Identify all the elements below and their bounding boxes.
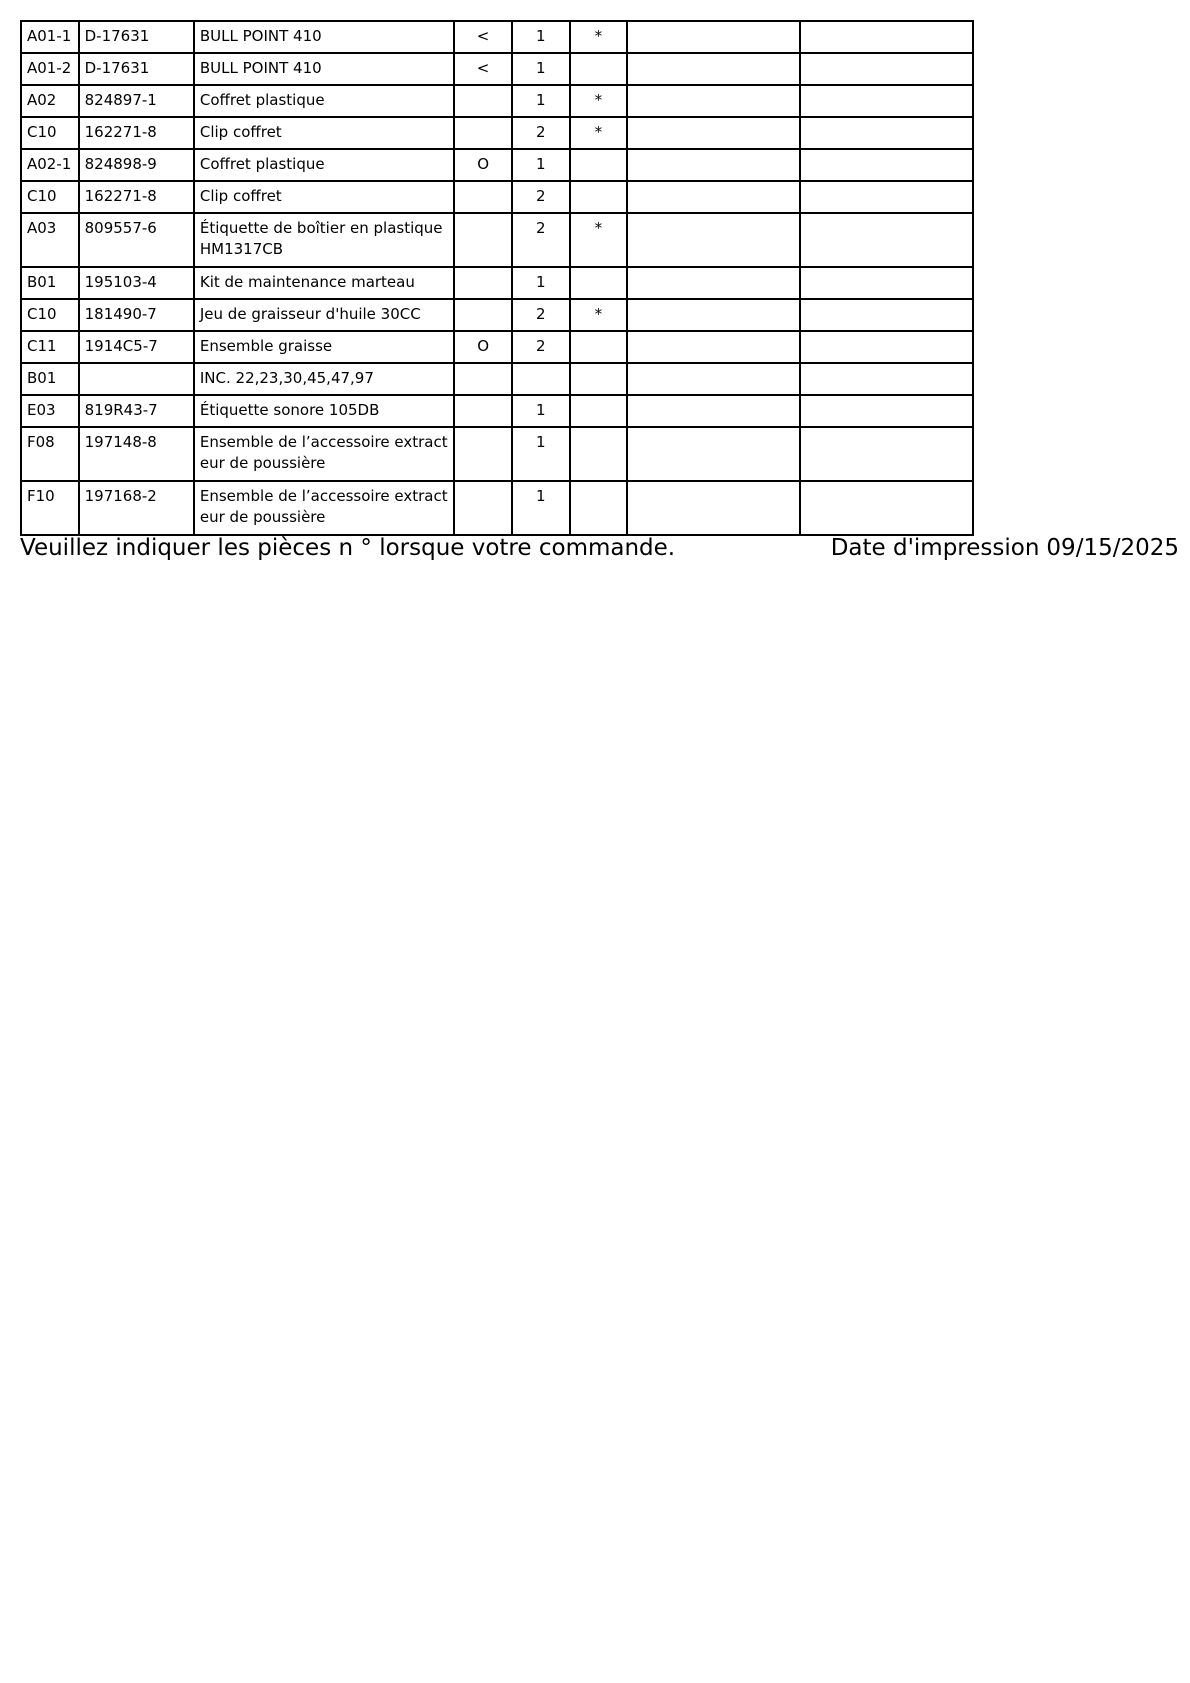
blank-cell — [800, 53, 973, 85]
ref-cell: E03 — [21, 395, 79, 427]
blank-cell — [800, 117, 973, 149]
blank-cell — [800, 299, 973, 331]
star-cell: * — [570, 85, 628, 117]
description-cell: BULL POINT 410 — [194, 53, 454, 85]
blank-cell — [627, 149, 800, 181]
part-number-cell: 809557-6 — [79, 213, 194, 267]
blank-cell — [800, 213, 973, 267]
blank-cell — [800, 481, 973, 535]
mark-cell: < — [454, 53, 512, 85]
print-date-label: Date d'impression — [830, 535, 1040, 561]
part-number-cell: D-17631 — [79, 21, 194, 53]
table-row — [21, 427, 973, 481]
part-number-cell: 819R43-7 — [79, 395, 194, 427]
description-cell: Clip coffret — [194, 117, 454, 149]
mark-cell: O — [454, 149, 512, 181]
ref-cell: C10 — [21, 299, 79, 331]
mark-cell — [454, 481, 512, 535]
ref-cell: F10 — [21, 481, 79, 535]
ref-cell: B01 — [21, 267, 79, 299]
blank-cell — [627, 331, 800, 363]
star-cell — [570, 53, 628, 85]
mark-cell — [454, 363, 512, 395]
blank-cell — [800, 181, 973, 213]
part-number-cell: 197168-2 — [79, 481, 194, 535]
star-cell: * — [570, 213, 628, 267]
ref-cell: C10 — [21, 117, 79, 149]
quantity-cell: 1 — [512, 481, 570, 535]
star-cell — [570, 181, 628, 213]
parts-table-body — [21, 21, 973, 535]
ref-cell: A02-1 — [21, 149, 79, 181]
quantity-cell: 2 — [512, 117, 570, 149]
ref-cell: C11 — [21, 331, 79, 363]
ref-cell: A01-2 — [21, 53, 79, 85]
part-number-cell — [79, 363, 194, 395]
mark-cell — [454, 85, 512, 117]
mark-cell — [454, 117, 512, 149]
mark-cell — [454, 299, 512, 331]
description-cell: Coffret plastique — [194, 85, 454, 117]
mark-cell: O — [454, 331, 512, 363]
ref-cell: F08 — [21, 427, 79, 481]
quantity-cell: 1 — [512, 427, 570, 481]
table-row — [21, 117, 973, 149]
table-row — [21, 481, 973, 535]
star-cell — [570, 149, 628, 181]
table-row — [21, 395, 973, 427]
description-cell: Ensemble de l’accessoire extract eur de poussière — [194, 481, 454, 535]
blank-cell — [800, 21, 973, 53]
ref-cell: A01-1 — [21, 21, 79, 53]
description-cell: BULL POINT 410 — [194, 21, 454, 53]
table-row — [21, 213, 973, 267]
blank-cell — [627, 427, 800, 481]
ref-cell: C10 — [21, 181, 79, 213]
quantity-cell: 1 — [512, 395, 570, 427]
description-cell: Coffret plastique — [194, 149, 454, 181]
description-cell: INC. 22,23,30,45,47,97 — [194, 363, 454, 395]
blank-cell — [627, 299, 800, 331]
quantity-cell: 1 — [512, 85, 570, 117]
quantity-cell: 2 — [512, 331, 570, 363]
quantity-cell: 2 — [512, 299, 570, 331]
part-number-cell: 195103-4 — [79, 267, 194, 299]
table-row — [21, 181, 973, 213]
quantity-cell: 2 — [512, 213, 570, 267]
table-row — [21, 21, 973, 53]
blank-cell — [627, 117, 800, 149]
star-cell — [570, 331, 628, 363]
description-cell: Kit de maintenance marteau — [194, 267, 454, 299]
mark-cell — [454, 395, 512, 427]
blank-cell — [800, 395, 973, 427]
star-cell: * — [570, 117, 628, 149]
table-row — [21, 149, 973, 181]
description-cell: Étiquette de boîtier en plastique HM1317CB — [194, 213, 454, 267]
description-cell: Clip coffret — [194, 181, 454, 213]
table-row — [21, 331, 973, 363]
blank-cell — [800, 427, 973, 481]
part-number-cell: 181490-7 — [79, 299, 194, 331]
blank-cell — [627, 363, 800, 395]
mark-cell — [454, 427, 512, 481]
blank-cell — [627, 181, 800, 213]
star-cell — [570, 481, 628, 535]
star-cell — [570, 427, 628, 481]
ref-cell: A03 — [21, 213, 79, 267]
star-cell — [570, 395, 628, 427]
blank-cell — [627, 21, 800, 53]
mark-cell — [454, 181, 512, 213]
mark-cell — [454, 267, 512, 299]
description-cell: Ensemble de l’accessoire extract eur de poussière — [194, 427, 454, 481]
blank-cell — [627, 395, 800, 427]
part-number-cell: 824898-9 — [79, 149, 194, 181]
quantity-cell: 2 — [512, 181, 570, 213]
star-cell — [570, 363, 628, 395]
star-cell: * — [570, 299, 628, 331]
part-number-cell: 162271-8 — [79, 181, 194, 213]
ref-cell: A02 — [21, 85, 79, 117]
print-date — [831, 535, 1179, 561]
blank-cell — [627, 53, 800, 85]
mark-cell — [454, 213, 512, 267]
part-number-cell: 824897-1 — [79, 85, 194, 117]
order-instruction-note: Veuillez indiquer les pièces n ° lorsque votre commande. — [20, 535, 676, 561]
blank-cell — [627, 267, 800, 299]
part-number-cell: D-17631 — [79, 53, 194, 85]
quantity-cell: 1 — [512, 21, 570, 53]
blank-cell — [800, 85, 973, 117]
quantity-cell: 1 — [512, 149, 570, 181]
table-row — [21, 363, 973, 395]
table-row — [21, 85, 973, 117]
table-row — [21, 53, 973, 85]
star-cell: * — [570, 21, 628, 53]
description-cell: Jeu de graisseur d'huile 30CC — [194, 299, 454, 331]
quantity-cell: 1 — [512, 53, 570, 85]
description-cell: Ensemble graisse — [194, 331, 454, 363]
part-number-cell: 197148-8 — [79, 427, 194, 481]
mark-cell: < — [454, 21, 512, 53]
blank-cell — [627, 481, 800, 535]
print-date-value: 09/15/2025 — [1046, 535, 1179, 561]
part-number-cell: 162271-8 — [79, 117, 194, 149]
quantity-cell: 1 — [512, 267, 570, 299]
star-cell — [570, 267, 628, 299]
blank-cell — [800, 363, 973, 395]
blank-cell — [627, 213, 800, 267]
table-row — [21, 299, 973, 331]
blank-cell — [800, 149, 973, 181]
part-number-cell: 1914C5-7 — [79, 331, 194, 363]
blank-cell — [800, 267, 973, 299]
ref-cell: B01 — [21, 363, 79, 395]
quantity-cell — [512, 363, 570, 395]
table-row — [21, 267, 973, 299]
description-cell: Étiquette sonore 105DB — [194, 395, 454, 427]
parts-table — [20, 20, 974, 536]
blank-cell — [800, 331, 973, 363]
blank-cell — [627, 85, 800, 117]
